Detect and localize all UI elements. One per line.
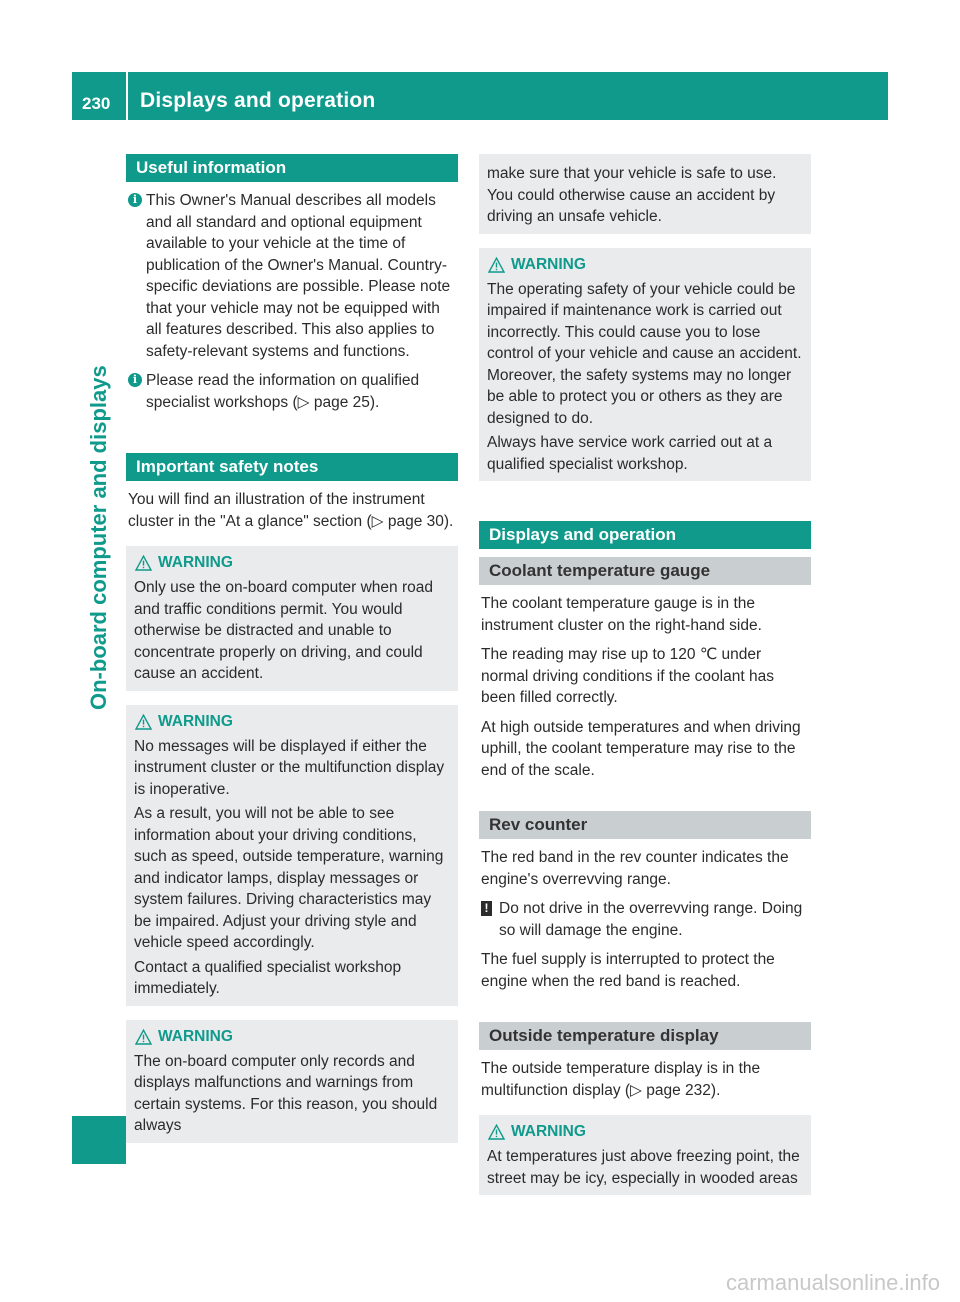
section-heading-displays-operation: Displays and operation	[479, 521, 811, 549]
warning-box	[126, 1020, 458, 1143]
exclamation-icon: !	[481, 901, 492, 916]
warning-text: At temperatures just above freezing point, the street may be icy, especially in wooded areas	[487, 1148, 800, 1187]
info-note	[128, 190, 458, 362]
warning-icon	[135, 555, 152, 571]
warning-text: The on-board computer only records and displays malfunctions and warnings from certain systems. For this reason, you should always	[134, 1052, 438, 1134]
side-tab-marker	[72, 1116, 126, 1164]
page-number: 230	[82, 94, 111, 113]
header-divider	[126, 72, 128, 120]
warning-icon	[488, 257, 505, 273]
paragraph: At high outside temperatures and when driving uphill, the coolant temperature may rise to the end of the scale.	[481, 718, 801, 779]
caution-text: Do not drive in the overrevving range. Doing so will damage the engine.	[499, 900, 803, 939]
warning-text: Always have service work carried out at a qualified specialist workshop.	[487, 434, 773, 473]
warning-box	[479, 1115, 811, 1195]
section-heading-safety-notes: Important safety notes	[126, 453, 458, 481]
paragraph: The red band in the rev counter indicates the engine's overrevving range.	[481, 849, 789, 888]
watermark: carmanualsonline.info	[725, 1270, 940, 1295]
warning-title: WARNING	[134, 552, 451, 574]
warning-title: WARNING	[487, 254, 804, 276]
warning-text: No messages will be displayed if either the instrument cluster or the multifunction display is inoperative.	[134, 737, 445, 798]
warning-icon	[488, 1124, 505, 1140]
paragraph: The coolant temperature gauge is in the instrument cluster on the right-hand side.	[481, 595, 762, 634]
warning-box	[126, 546, 458, 691]
paragraph: The fuel supply is interrupted to protect the engine when the red band is reached.	[481, 951, 775, 990]
paragraph: The outside temperature display is in the multifunction display (▷ page 232).	[481, 1060, 761, 1099]
warning-icon	[135, 714, 152, 730]
warning-icon	[135, 1029, 152, 1045]
warning-text: Only use the on-board computer when road and traffic conditions permit. You would otherwise be distracted and unable to concentrate properly on driving, and could cause an accident.	[134, 579, 433, 682]
info-note	[128, 370, 458, 413]
safety-intro: You will find an illustration of the instrument cluster in the "At a glance" section (▷ page 30).	[128, 491, 454, 530]
left-column	[126, 154, 458, 1143]
info-icon: i	[128, 193, 142, 207]
warning-title: WARNING	[487, 1121, 804, 1143]
warning-text: As a result, you will not be able to see information about your driving conditions, such as speed, outside temperature, warning and indicator lamps, display messages or system failures. Driving characteristics may be impaired. Adjust your driving style and vehicle speed accordingly.	[134, 805, 444, 951]
info-text: This Owner's Manual describes all models and all standard and optional equipment available to your vehicle at the time of publication of the Owner's Manual. Country-specific deviations are possible. Please note that your vehicle may not be equipped with all features described. This also applies to safety-relevant systems and functions.	[146, 192, 451, 360]
section-heading-useful-information: Useful information	[126, 154, 458, 182]
warning-text: The operating safety of your vehicle could be impaired if maintenance work is carried out incorrectly. This could cause you to lose control of your vehicle and cause an accident. Moreover, the safety systems may no longer be able to protect you or others as they are designed to do.	[487, 280, 802, 427]
page-title: Displays and operation	[140, 89, 376, 112]
paragraph: The reading may rise up to 120 ℃ under normal driving conditions if the coolant has been filled correctly.	[481, 646, 774, 706]
side-tab-label: On-board computer and displays	[86, 365, 111, 710]
subheading-outside-temperature: Outside temperature display	[479, 1022, 811, 1050]
warning-title: WARNING	[134, 711, 451, 733]
warning-text: make sure that your vehicle is safe to use. You could otherwise cause an accident by driving an unsafe vehicle.	[487, 165, 777, 225]
subheading-coolant-gauge: Coolant temperature gauge	[479, 557, 811, 585]
warning-text: Contact a qualified specialist workshop immediately.	[134, 958, 402, 997]
warning-box	[479, 248, 811, 482]
subheading-rev-counter: Rev counter	[479, 811, 811, 839]
right-column	[479, 154, 811, 1195]
info-icon: i	[128, 373, 142, 387]
caution-note	[481, 898, 811, 941]
info-text: Please read the information on qualified specialist workshops (▷ page 25).	[146, 372, 420, 411]
warning-box-continued	[479, 154, 811, 234]
warning-title: WARNING	[134, 1026, 451, 1048]
warning-box	[126, 705, 458, 1006]
